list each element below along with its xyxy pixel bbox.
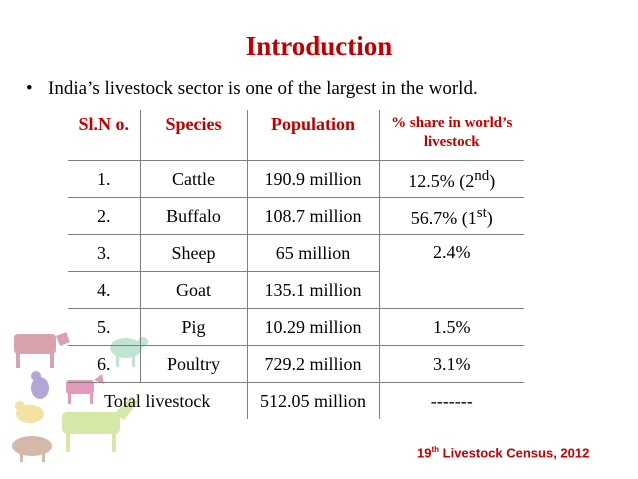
- table-row: [68, 234, 524, 271]
- cell-population: 135.1 million: [247, 271, 379, 308]
- duck-icon: [15, 401, 44, 423]
- header-species: Species: [140, 110, 247, 160]
- header-share: % share in world’s livestock: [379, 110, 524, 160]
- cow-icon: [14, 332, 70, 368]
- cell-share: 3.1%: [379, 345, 524, 382]
- table-row: [68, 160, 524, 197]
- cell-share: 2.4%: [379, 234, 524, 308]
- cell-species: Cattle: [140, 160, 247, 197]
- cell-species: Poultry: [140, 345, 247, 382]
- table-row: [68, 345, 524, 382]
- cell-no: 3.: [68, 234, 140, 271]
- bullet-text: India’s livestock sector is one of the largest in the world.: [48, 78, 478, 99]
- cell-population: 729.2 million: [247, 345, 379, 382]
- livestock-table: [68, 110, 524, 419]
- cell-no: 1.: [68, 160, 140, 197]
- cell-share: 1.5%: [379, 308, 524, 345]
- cell-population: 108.7 million: [247, 197, 379, 234]
- cell-species: Goat: [140, 271, 247, 308]
- cell-population: 10.29 million: [247, 308, 379, 345]
- header-slno: Sl.N o.: [68, 110, 140, 160]
- cell-total-share: -------: [379, 382, 524, 419]
- cell-share: 56.7% (1st): [379, 197, 524, 234]
- cell-no: 4.: [68, 271, 140, 308]
- cell-species: Pig: [140, 308, 247, 345]
- cell-no: 2.: [68, 197, 140, 234]
- cell-population: 65 million: [247, 234, 379, 271]
- cell-no: 5.: [68, 308, 140, 345]
- table-header-row: [68, 110, 524, 160]
- cell-population: 190.9 million: [247, 160, 379, 197]
- bullet-point: [26, 77, 626, 101]
- table-total-row: [68, 382, 524, 419]
- table-row: [68, 197, 524, 234]
- cell-no: 6.: [68, 345, 140, 382]
- cell-total-population: 512.05 million: [247, 382, 379, 419]
- cell-share: 12.5% (2nd): [379, 160, 524, 197]
- source-caption: 19th Livestock Census, 2012: [417, 445, 590, 461]
- table-row: [68, 308, 524, 345]
- cell-species: Sheep: [140, 234, 247, 271]
- pig-icon: [12, 436, 52, 462]
- cell-species: Buffalo: [140, 197, 247, 234]
- header-population: Population: [247, 110, 379, 160]
- chicken-icon: [31, 371, 49, 399]
- slide-title: Introduction: [245, 31, 393, 61]
- bullet-symbol: •: [26, 78, 33, 99]
- cell-total-label: Total livestock: [104, 390, 211, 411]
